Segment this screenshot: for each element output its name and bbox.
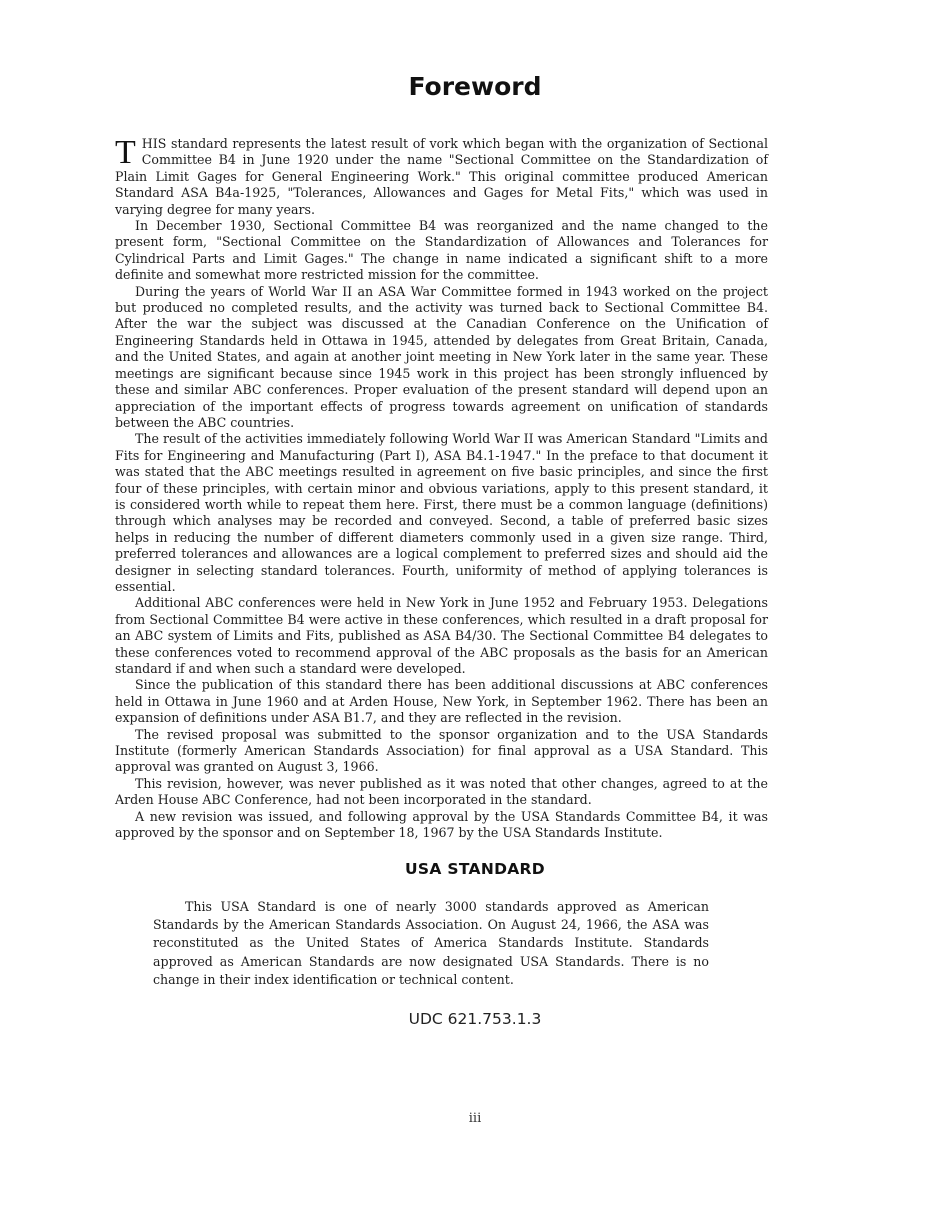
drop-cap: T <box>115 134 136 171</box>
foreword-body <box>115 136 768 841</box>
paragraph-5: Additional ABC conferences were held in New York in June 1952 and February 1953. Delegations from Sectional Committee B4 were active in these conferences, which resulted in a draft proposal for an ABC system of Limits and Fits, published as ASA B4/30. The Sectional Committee B4 delegates to these conferences voted to recommend approval of the ABC proposals as the basis for an American standard if and when such a standard were developed. <box>115 595 768 676</box>
paragraph-3: During the years of World War II an ASA War Committee formed in 1943 worked on the project but produced no completed results, and the activity was turned back to Sectional Committee B4. After the war the subject was discussed at the Canadian Conference on the Unification of Engineering Standards held in Ottawa in 1945, attended by delegates from Great Britain, Canada, and the United States, and again at another joint meeting in New York later in the same year. These meetings are significant because since 1945 work in this project has been strongly influenced by these and similar ABC conferences. Proper evaluation of the present standard will depend upon an appreciation of the important effects of progress towards agreement on unification of standards between the ABC countries. <box>115 283 768 430</box>
paragraph-1 <box>115 136 768 218</box>
page-number: iii <box>468 1111 482 1126</box>
paragraph-8: This revision, however, was never published as it was noted that other changes, agreed to at the Arden House ABC Conference, had not been incorporated in the standard. <box>115 775 768 808</box>
paragraph-text: HIS standard represents the latest result of vork which began with the organization of Sectional Committee B4 in June 1920 under the name "Sectional Committee on the Standardization of Plain Limit Gages for General Engineering Work." This original committee produced American Standard ASA B4a-1925, "Tolerances, Allowances and Gages for Metal Fits," which was used in varying degree for many years. <box>115 136 768 217</box>
paragraph-6: Since the publication of this standard there has been additional discussions at ABC conferences held in Ottawa in June 1960 and at Arden House, New York, in September 1962. There has been an expansion of definitions under ASA B1.7, and they are reflected in the revision. <box>115 677 768 726</box>
usa-standard-note <box>153 898 709 989</box>
paragraph-9: A new revision was issued, and following approval by the USA Standards Committee B4, it was approved by the sponsor and on September 18, 1967 by the USA Standards Institute. <box>115 808 768 841</box>
section-title: USA STANDARD <box>405 860 545 878</box>
udc-code: UDC 621.753.1.3 <box>408 1010 542 1028</box>
note-paragraph: This USA Standard is one of nearly 3000 standards approved as American Standards by the American Standards Association. On August 24, 1966, the ASA was reconstituted as the United States of America Standards Institute. Standards approved as American Standards are now designated USA Standards. There is no change in their index identification or technical content. <box>153 899 709 987</box>
paragraph-4: The result of the activities immediately following World War II was American Standard "Limits and Fits for Engineering and Manufacturing (Part I), ASA B4.1-1947." In the preface to that document it was stated that the ABC meetings resulted in agreement on five basic principles, and since the first four of these principles, with certain minor and obvious variations, apply to this present standard, it is considered worth while to repeat them here. First, there must be a common language (definitions) through which analyses may be recorded and conveyed. Second, a table of preferred basic sizes helps in reducing the number of different diameters commonly used in a given size range. Third, preferred tolerances and allowances are a logical complement to preferred sizes and should aid the designer in selecting standard tolerances. Fourth, uniformity of method of applying tolerances is essential. <box>115 431 768 594</box>
page-title: Foreword <box>408 72 542 101</box>
paragraph-7: The revised proposal was submitted to the sponsor organization and to the USA Standards Institute (formerly American Standards Association) for final approval as a USA Standard. This approval was granted on August 3, 1966. <box>115 726 768 775</box>
paragraph-2: In December 1930, Sectional Committee B4 was reorganized and the name changed to the present form, "Sectional Committee on the Standardization of Allowances and Tolerances for Cylindrical Parts and Limit Gages." The change in name indicated a significant shift to a more definite and somewhat more restricted mission for the committee. <box>115 218 768 283</box>
